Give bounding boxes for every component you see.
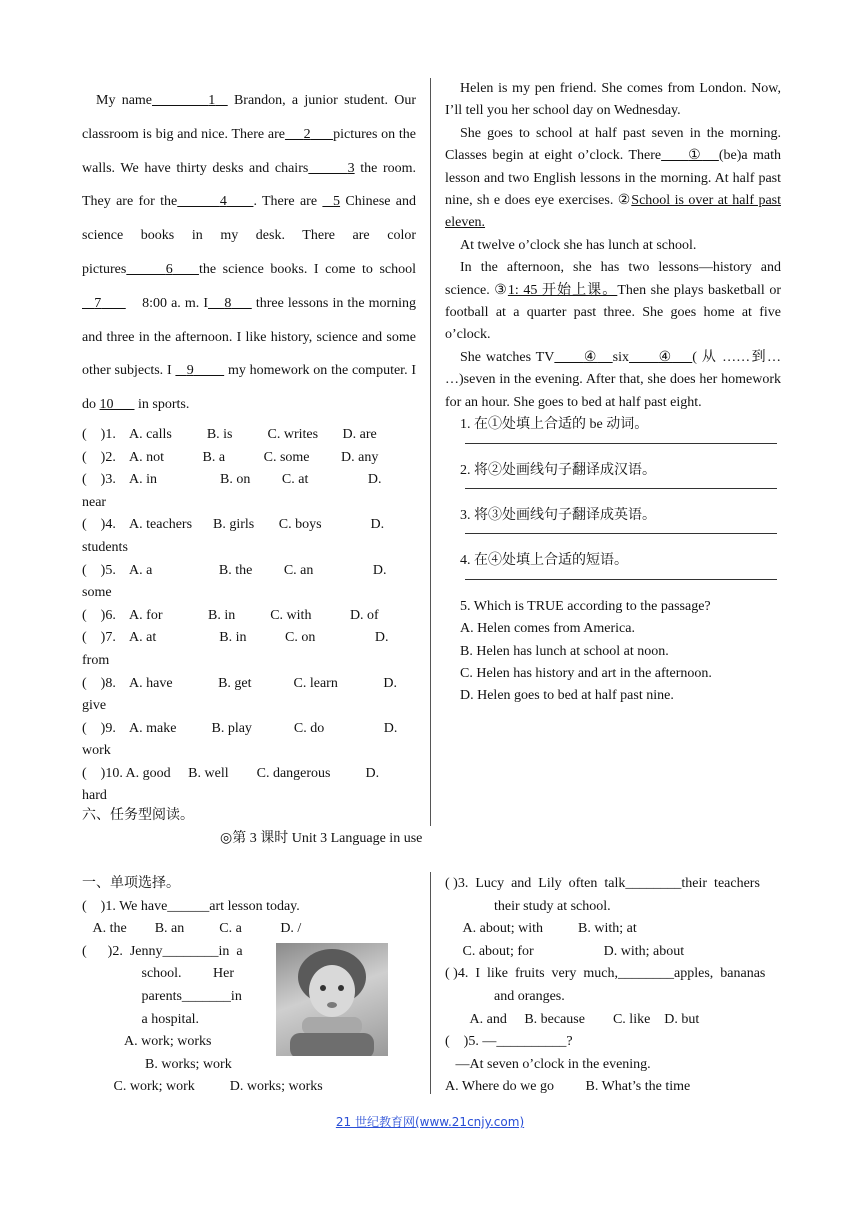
cloze-blank-10: 10 [99, 397, 114, 413]
mc-line: B. works; work [82, 1056, 232, 1072]
mc-line: C. work; work D. works; works [82, 1079, 323, 1095]
cloze-text: my homework on the computer. I do [82, 363, 417, 413]
mc-line: A. the B. an C. a D. / [82, 921, 302, 937]
blank-marker-4a: ④ [583, 349, 598, 365]
cloze-text: 8:00 a. m. I [142, 295, 208, 311]
question-5-option-c: C. Helen has history and art in the afternoon. [460, 665, 712, 681]
cloze-blank-4: 4 [219, 194, 227, 210]
mc-line: ( )3. Lucy and Lily often talk________their teachers [445, 876, 760, 891]
option-row: ( )5. A. a B. the C. an D. some [82, 562, 387, 601]
cloze-text: three lessons in the morning and three in the afternoon. I like history, science and some other subjects. I [82, 295, 417, 379]
cloze-blank-8: 8 [224, 295, 232, 311]
mc-line: —At seven o’clock in the evening. [445, 1056, 651, 1072]
mc-line: ( )4. I like fruits very much,________apples, bananas [445, 966, 766, 982]
underlined-sentence-2: School is over at half past eleven. [445, 193, 781, 231]
mc-line: ( )5. —__________? [445, 1034, 573, 1050]
cloze-text: the science books. I come to school [198, 261, 416, 277]
cloze-text: My name [96, 93, 153, 108]
underlined-sentence-3: 1: 45 开始上课。 [507, 282, 618, 298]
passage-paragraph: She goes to school at half past seven in the morning. Classes begin at eight o’clock. There ① (be)a math lesson and two English lessons in the morning. At half past nine, sh e does eye exercises. ②School is over at half past eleven. [445, 125, 782, 231]
cloze-options [82, 424, 416, 808]
cloze-passage [82, 84, 416, 422]
answer-line[interactable] [465, 533, 777, 534]
blank-marker-4b: ④ [658, 349, 673, 365]
mc-line: C. about; for D. with; about [445, 943, 685, 959]
mc-line: a hospital. [82, 1011, 200, 1027]
task-item-4: 4. 在④处填上合适的短语。 [460, 553, 628, 569]
reading-section [445, 78, 781, 708]
cloze-blank-3: 3 [347, 160, 355, 176]
cloze-blank-2: 2 [303, 126, 311, 142]
option-row: ( )1. A. calls B. is C. writes D. are [82, 426, 377, 442]
option-row: ( )7. A. at B. in C. on D. from [82, 630, 389, 668]
cloze-blank-5: 5 [333, 194, 341, 210]
cloze-section [82, 84, 416, 808]
child-illustration [276, 943, 388, 1056]
passage-paragraph: At twelve o’clock she has lunch at school. [460, 237, 697, 253]
cloze-blank-6: 6 [165, 261, 173, 277]
mc-line: and oranges. [445, 988, 565, 1004]
option-row: ( )10. A. good B. well C. dangerous D. hard [82, 765, 380, 804]
mc-heading: 一、单项选择。 [82, 876, 180, 891]
question-5-option-b: B. Helen has lunch at school at noon. [460, 643, 669, 659]
cloze-text: . There are [253, 194, 318, 210]
mc-line: ( )2. Jenny________in a [82, 943, 243, 959]
column-divider-bottom [430, 872, 431, 1094]
option-row: ( )8. A. have B. get C. learn D. give [82, 675, 397, 714]
blank-marker-1: ① [688, 148, 703, 164]
option-row: ( )4. A. teachers B. girls C. boys D. students [82, 517, 385, 555]
passage-paragraph: She watches TV ④ six ④ ( 从 ……到… …)seven in the evening. After that, she does her homework for an hour. She goes to bed at half past eight. [445, 349, 782, 410]
task-item-2: 2. 将②处画线句子翻译成汉语。 [460, 462, 656, 478]
mc-line: A. about; with B. with; at [445, 921, 637, 937]
answer-line[interactable] [465, 443, 777, 444]
option-row: ( )3. A. in B. on C. at D. near [82, 472, 382, 510]
answer-line[interactable] [465, 488, 777, 489]
question-5-option-d: D. Helen goes to bed at half past nine. [460, 688, 674, 704]
mc-line: A. and B. because C. like D. but [445, 1011, 700, 1027]
mc-line: school. Her [82, 966, 235, 982]
passage-paragraph: In the afternoon, she has two lessons—history and science. ③1: 45 开始上课。Then she plays basketball or football at a quarter past three. She goes home at five o’clock. [445, 260, 782, 343]
cloze-blank-1: 1 [208, 93, 216, 108]
column-divider-top [430, 78, 431, 826]
mc-line: parents_______in [82, 988, 242, 1004]
question-5-option-a: A. Helen comes from America. [460, 621, 635, 637]
task-item-3: 3. 将③处画线句子翻译成英语。 [460, 507, 656, 523]
cloze-text: Brandon, a junior student. Our classroom is big and nice. There are [82, 93, 417, 142]
cloze-blank-9: 9 [186, 363, 194, 379]
cloze-blank-7: 7 [94, 295, 102, 311]
option-row: ( )2. A. not B. a C. some D. any [82, 449, 379, 465]
answer-line[interactable] [465, 579, 777, 580]
mc-line: their study at school. [445, 898, 611, 914]
cloze-text: in sports. [138, 397, 190, 413]
mc-line: ( )1. We have______art lesson today. [82, 898, 300, 914]
section-heading: 六、任务型阅读。 [82, 808, 194, 823]
task-item-1: 1. 在①处填上合适的 be 动词。 [460, 417, 649, 433]
mc-section-right [445, 873, 781, 1099]
option-row: ( )6. A. for B. in C. with D. of [82, 607, 379, 623]
mc-line: A. work; works [82, 1034, 212, 1050]
mc-line: A. Where do we go B. What’s the time [445, 1079, 691, 1095]
option-row: ( )9. A. make B. play C. do D. work [82, 720, 398, 759]
cloze-text: Chinese and science books in my desk. There are color pictures [82, 194, 417, 277]
passage-paragraph: Helen is my pen friend. She comes from London. Now, I’ll tell you her school day on Wednesday. [445, 81, 781, 119]
task-list [445, 414, 781, 708]
footer-link[interactable]: 21 世纪教育网(www.21cnjy.com) [335, 1115, 525, 1129]
cloze-text: the room. They are for the [82, 160, 417, 210]
cloze-text: pictures on the walls. We have thirty desks and chairs [82, 126, 417, 176]
unit-title: ◎第 3 课时 Unit 3 Language in use [220, 831, 423, 846]
question-5-stem: 5. Which is TRUE according to the passage? [460, 598, 711, 614]
child-photo [276, 943, 388, 1056]
